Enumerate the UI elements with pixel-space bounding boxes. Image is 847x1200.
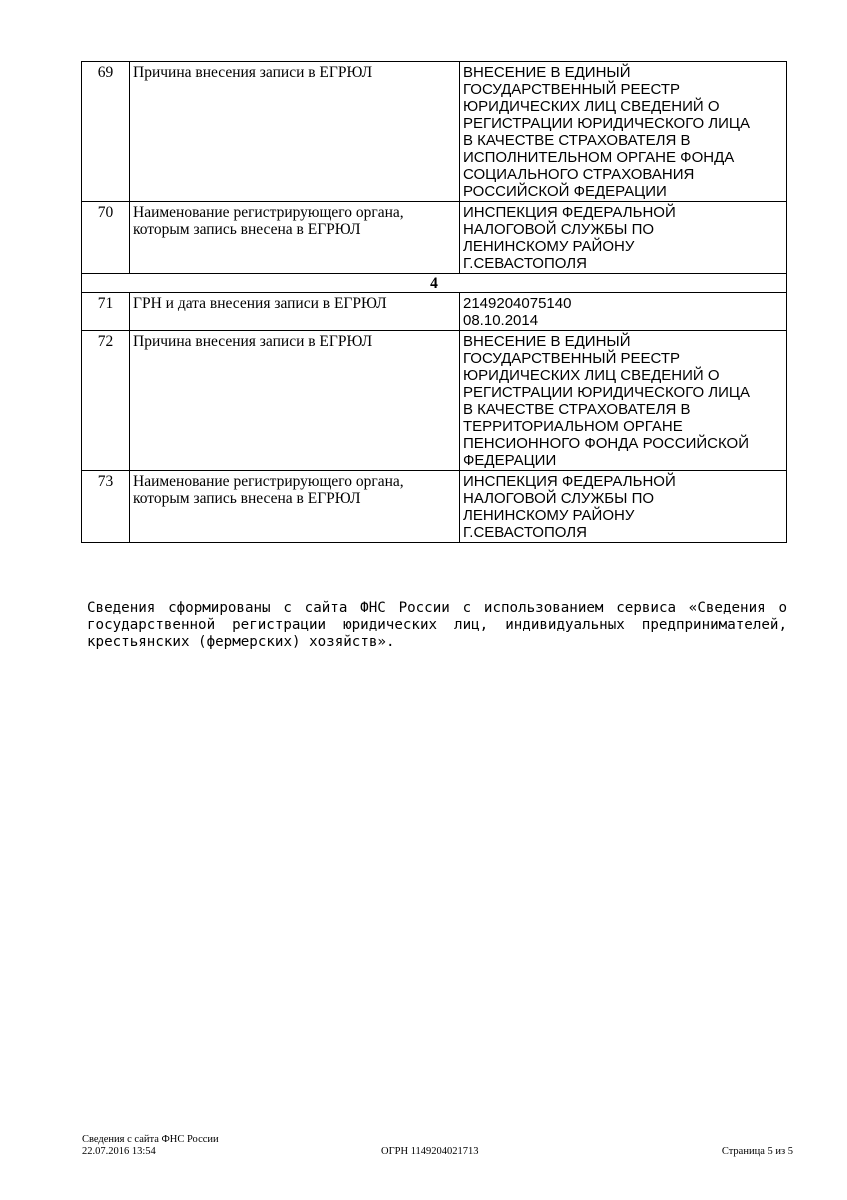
- field-value-line: ПЕНСИОННОГО ФОНДА РОССИЙСКОЙ: [463, 435, 750, 452]
- field-value-line: ИСПОЛНИТЕЛЬНОМ ОРГАНЕ ФОНДА: [463, 149, 735, 166]
- table-row: [82, 471, 787, 543]
- footer-ogrn: ОГРН 1149204021713: [381, 1146, 479, 1157]
- source-note-line: крестьянских (фермерских) хозяйств».: [87, 634, 395, 650]
- footer-page-number: Страница 5 из 5: [721, 1146, 793, 1157]
- table-row: [82, 62, 787, 202]
- field-value: [460, 471, 787, 543]
- field-value: [460, 293, 787, 331]
- field-value-line: НАЛОГОВОЙ СЛУЖБЫ ПО: [463, 490, 655, 507]
- field-value-line: РЕГИСТРАЦИИ ЮРИДИЧЕСКОГО ЛИЦА: [463, 115, 751, 132]
- field-value-line: ГОСУДАРСТВЕННЫЙ РЕЕСТР: [463, 81, 681, 98]
- section-header-row: [82, 274, 787, 293]
- row-number: 72: [82, 331, 130, 471]
- field-value-line: РОССИЙСКОЙ ФЕДЕРАЦИИ: [463, 183, 667, 200]
- field-value-line: ВНЕСЕНИЕ В ЕДИНЫЙ: [463, 333, 631, 350]
- table-row: [82, 331, 787, 471]
- footer-source: [82, 1134, 219, 1158]
- table-row: [82, 202, 787, 274]
- field-name: ГРН и дата внесения записи в ЕГРЮЛ: [130, 293, 460, 331]
- source-note-line: государственной регистрации юридических лиц, индивидуальных предпринимателей,: [87, 617, 787, 633]
- field-value-line: ИНСПЕКЦИЯ ФЕДЕРАЛЬНОЙ: [463, 204, 676, 221]
- row-number: 69: [82, 62, 130, 202]
- footer-source-label: Сведения с сайта ФНС России: [82, 1134, 219, 1145]
- field-value-line: 2149204075140: [463, 295, 572, 312]
- field-name: Наименование регистрирующего органа, которым запись внесена в ЕГРЮЛ: [130, 471, 460, 543]
- field-value-line: ЮРИДИЧЕСКИХ ЛИЦ СВЕДЕНИЙ О: [463, 98, 720, 115]
- field-name: Наименование регистрирующего органа, которым запись внесена в ЕГРЮЛ: [130, 202, 460, 274]
- row-number: 70: [82, 202, 130, 274]
- field-value-line: ГОСУДАРСТВЕННЫЙ РЕЕСТР: [463, 350, 681, 367]
- field-value: [460, 202, 787, 274]
- egrul-records-table: [81, 61, 787, 543]
- section-number: 4: [82, 274, 787, 293]
- footer-datetime: 22.07.2016 13:54: [82, 1146, 156, 1157]
- field-value-line: 08.10.2014: [463, 312, 539, 329]
- row-number: 73: [82, 471, 130, 543]
- field-value-line: Г.СЕВАСТОПОЛЯ: [463, 524, 587, 541]
- field-value-line: ТЕРРИТОРИАЛЬНОМ ОРГАНЕ: [463, 418, 683, 435]
- source-note: [87, 600, 787, 651]
- field-value-line: ВНЕСЕНИЕ В ЕДИНЫЙ: [463, 64, 631, 81]
- field-value-line: В КАЧЕСТВЕ СТРАХОВАТЕЛЯ В: [463, 132, 691, 149]
- field-value-line: РЕГИСТРАЦИИ ЮРИДИЧЕСКОГО ЛИЦА: [463, 384, 751, 401]
- field-value-line: Г.СЕВАСТОПОЛЯ: [463, 255, 587, 272]
- field-value-line: ИНСПЕКЦИЯ ФЕДЕРАЛЬНОЙ: [463, 473, 676, 490]
- field-value-line: НАЛОГОВОЙ СЛУЖБЫ ПО: [463, 221, 655, 238]
- field-name: Причина внесения записи в ЕГРЮЛ: [130, 62, 460, 202]
- field-name: Причина внесения записи в ЕГРЮЛ: [130, 331, 460, 471]
- field-value: [460, 62, 787, 202]
- field-value-line: ЮРИДИЧЕСКИХ ЛИЦ СВЕДЕНИЙ О: [463, 367, 720, 384]
- field-value-line: ФЕДЕРАЦИИ: [463, 452, 557, 469]
- field-value-line: ЛЕНИНСКОМУ РАЙОНУ: [463, 507, 635, 524]
- source-note-line: Сведения сформированы с сайта ФНС России с использованием сервиса «Сведения о: [87, 600, 787, 616]
- row-number: 71: [82, 293, 130, 331]
- table-row: [82, 293, 787, 331]
- field-value: [460, 331, 787, 471]
- field-value-line: ЛЕНИНСКОМУ РАЙОНУ: [463, 238, 635, 255]
- field-value-line: В КАЧЕСТВЕ СТРАХОВАТЕЛЯ В: [463, 401, 691, 418]
- field-value-line: СОЦИАЛЬНОГО СТРАХОВАНИЯ: [463, 166, 695, 183]
